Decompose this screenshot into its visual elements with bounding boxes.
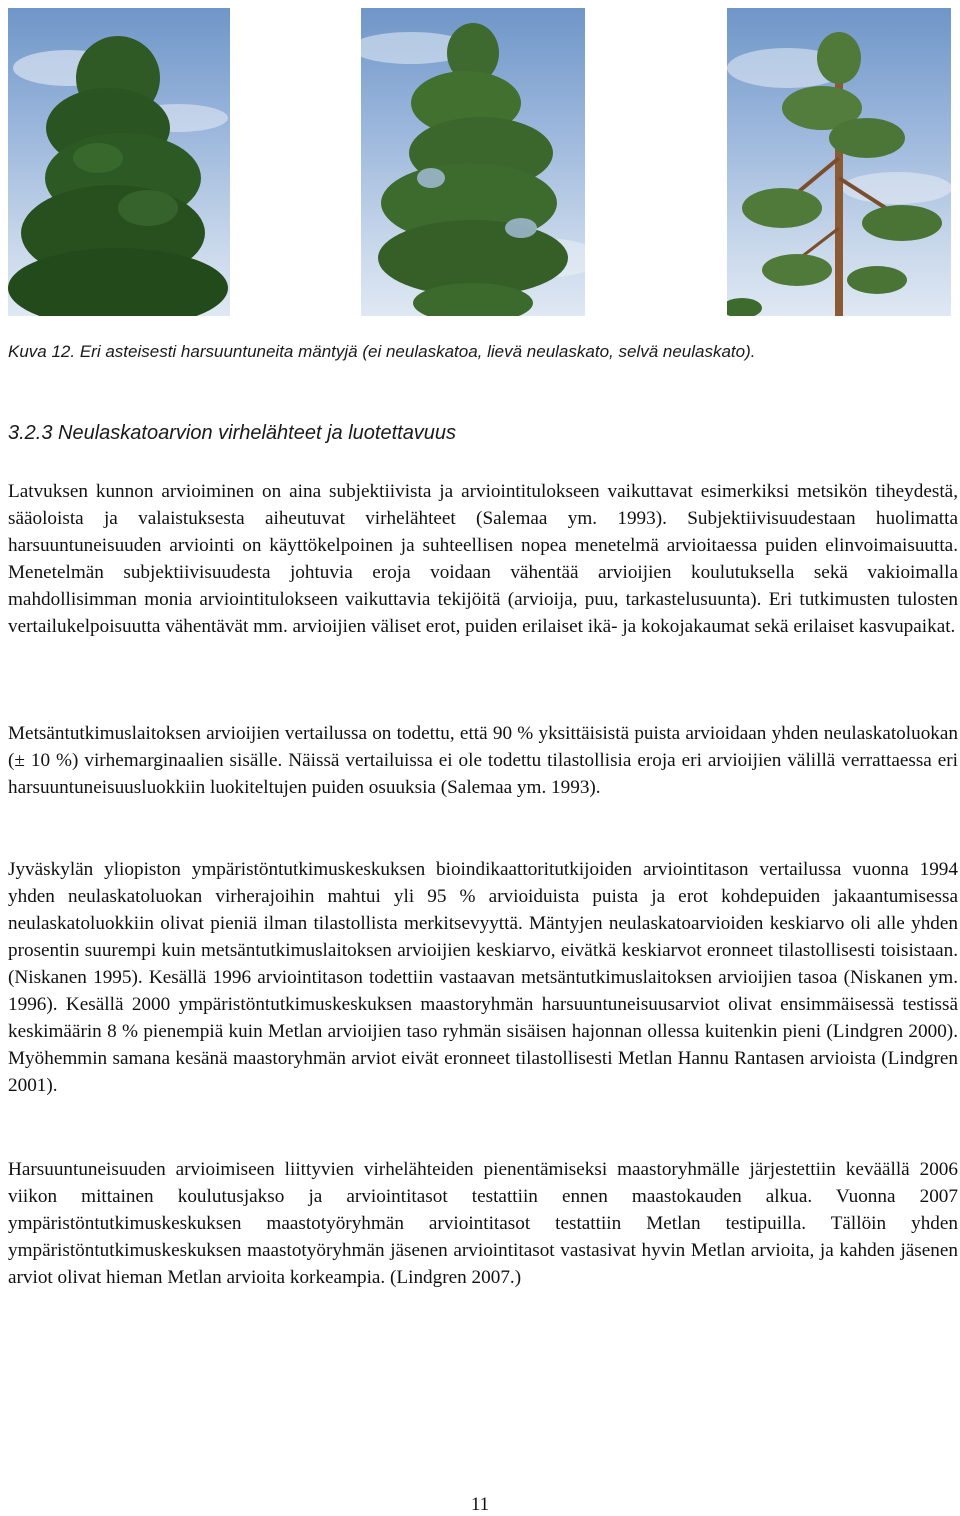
body-paragraph: Jyväskylän yliopiston ympäristöntutkimuskeskuksen bioindikaattoritutkijoiden arviointitason vertailussa vuonna 1994 yhden neulaskatoluokan virherajoihin mahtui yli 95 % arvioiduista puista ja erot kohdepuiden jakaantumisessa neulaskatoluokkiin olivat pieniä ilman tilastollista merkitsevyyttä. Mäntyjen neulaskatoarvioiden keskiarvo oli alle yhden prosentin suurempi kuin metsäntutkimuslaitoksen arvioijien keskiarvo, eivätkä keskiarvot eronneet tilastollisesti toisistaan. (Niskanen 1995). Kesällä 1996 arviointitason todettiin vastaavan metsäntutkimuslaitoksen arvioijien tasoa (Niskanen ym. 1996). Kesällä 2000 ympäristöntutkimuskeskuksen maastoryhmän harsuuntuneisuusarviot olivat ensimmäisessä testissä keskimäärin 8 % pienempiä kuin Metlan arvioijien taso ryhmän sisäisen hajonnan ollessa kuitenkin pieni (Lindgren 2000). Myöhemmin samana kesänä maastoryhmän arviot eivät eronneet tilastollisesti Metlan Hannu Rantasen arvioista (Lindgren 2001).: [8, 859, 958, 1096]
body-paragraph: Harsuuntuneisuuden arvioimiseen liittyvien virhelähteiden pienentämiseksi maastoryhmälle järjestettiin keväällä 2006 viikon mittainen koulutusjakso ja arviointitasot testattiin ennen maastokauden alkua. Vuonna 2007 ympäristöntutkimuskeskuksen maastotyöryhmän arviointitasot testattiin Metlan testipuilla. Tällöin yhden ympäristöntutkimuskeskuksen maastotyöryhmän jäsenen arviointitasot vastasivat hyvin Metlan arvioita, ja kahden jäsenen arviot olivat hieman Metlan arvioita korkeampia. (Lindgren 2007.): [8, 1159, 958, 1288]
photo-pine-clear-defoliation: [727, 8, 951, 316]
photo-pine-no-defoliation: [8, 8, 230, 316]
section-heading: 3.2.3 Neulaskatoarvion virhelähteet ja luotettavuus: [8, 422, 457, 444]
photo-pine-slight-defoliation: [361, 8, 585, 316]
figure-caption: Kuva 12. Eri asteisesti harsuuntuneita mäntyjä (ei neulaskatoa, lievä neulaskato, selvä neulaskato).: [8, 342, 756, 361]
body-paragraph: Latvuksen kunnon arvioiminen on aina subjektiivista ja arviointitulokseen vaikuttavat esimerkiksi metsikön tiheydestä, sääoloista ja valaistuksesta aiheutuvat virhelähteet (Salemaa ym. 1993). Subjektiivisuudestaan huolimatta harsuuntuneisuuden arviointi on käyttökelpoinen ja suhteellisen nopea menetelmä arvioitaessa puiden elinvoimaisuutta. Menetelmän subjektiivisuudesta johtuvia eroja voidaan vähentää arvioijien koulutuksella sekä vakioimalla mahdollisimman monia arviointitulokseen vaikuttavia tekijöitä (arvioija, puu, tarkastelusuunta). Eri tutkimusten tulosten vertailukelpoisuutta vähentävät mm. arvioijien väliset erot, puiden erilaiset ikä- ja kokojakaumat sekä erilaiset kasvupaikat.: [8, 481, 958, 637]
body-paragraph: Metsäntutkimuslaitoksen arvioijien vertailussa on todettu, että 90 % yksittäisistä puista arvioidaan yhden neulaskatoluokan (± 10 %) virhemarginaalien sisälle. Näissä vertailuissa ei ole todettu tilastollisia eroja eri arvioijien välillä verrattaessa eri harsuuntuneisuusluokkiin luokiteltujen puiden osuuksia (Salemaa ym. 1993).: [8, 723, 958, 798]
page-number: 11: [470, 1494, 490, 1515]
